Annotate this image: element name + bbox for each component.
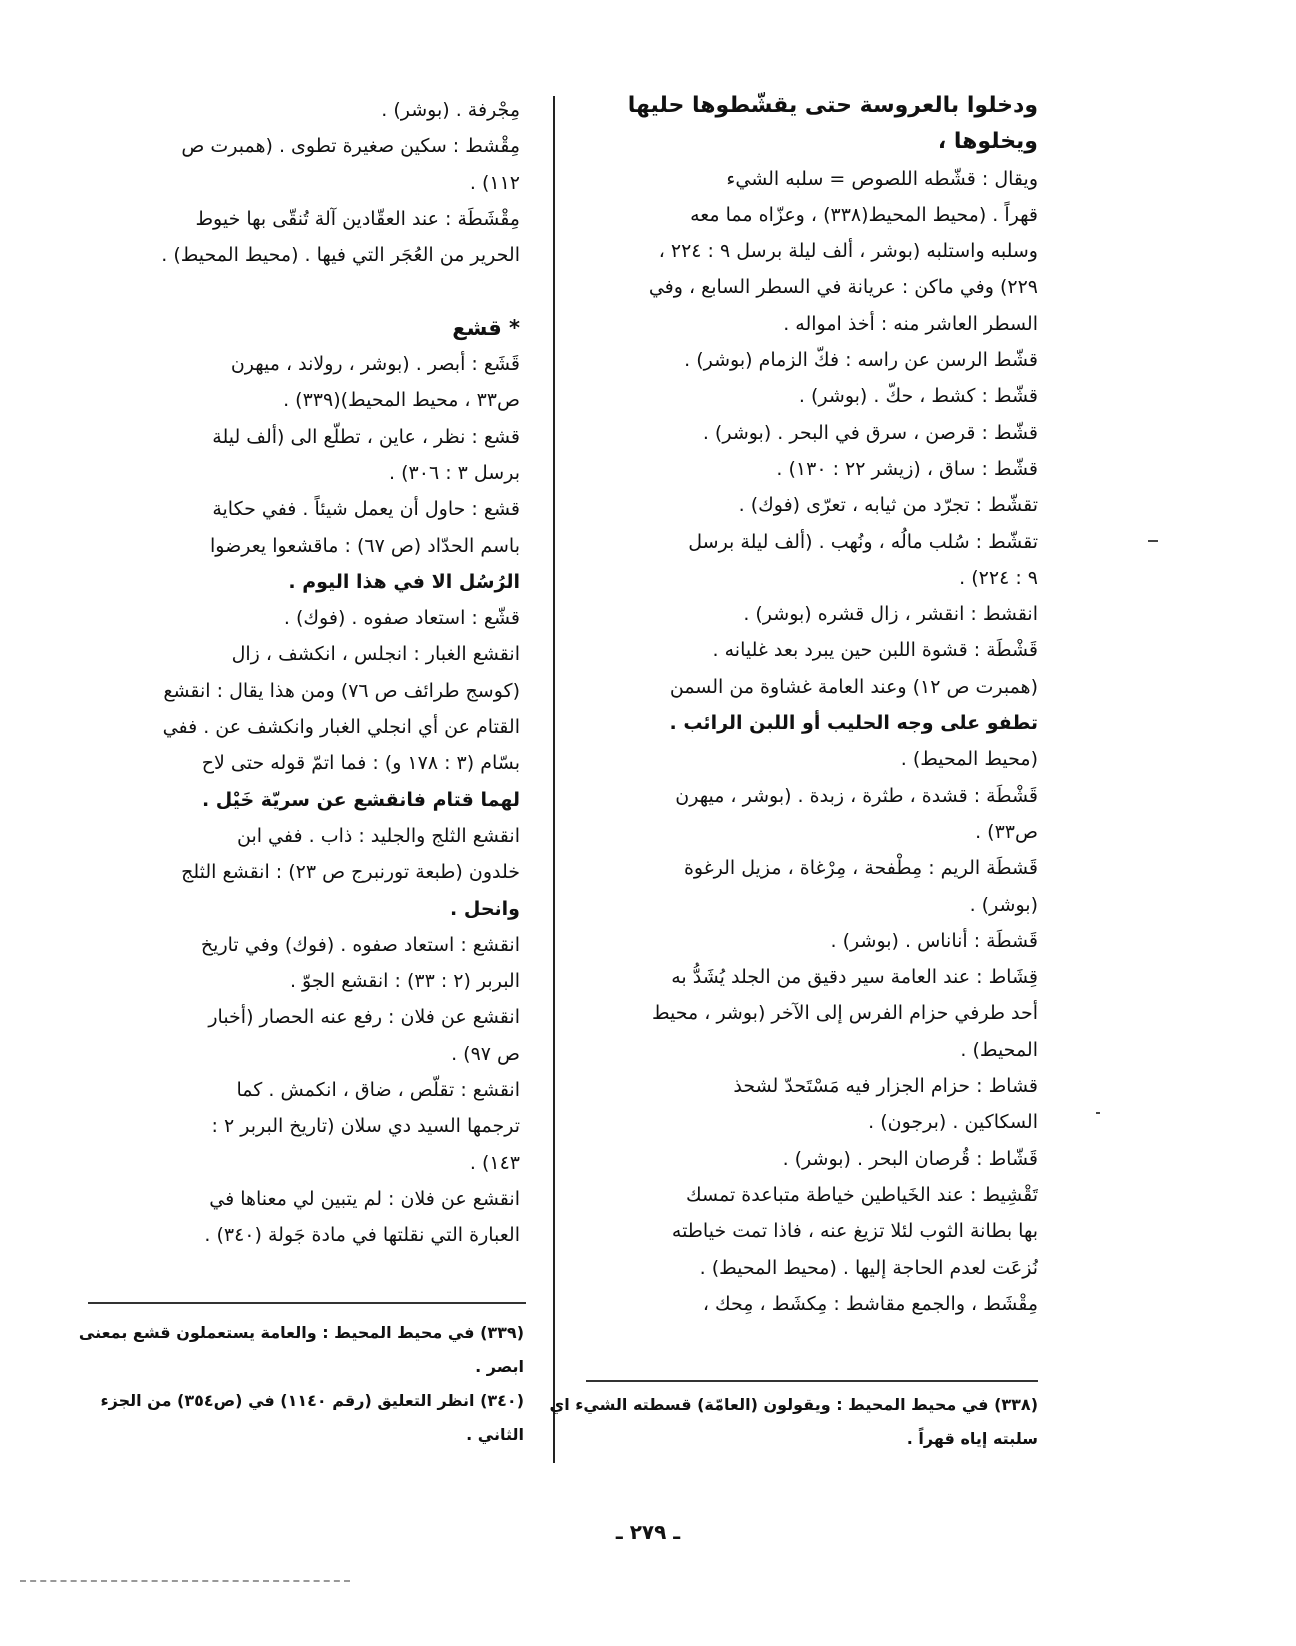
text-line: تطفو على وجه الحليب أو اللبن الرائب . [669, 712, 1038, 735]
text-line: ص٣٣ ، محيط المحيط)(٣٣٩) . [283, 389, 520, 412]
text-line: (همبرت ص ١٢) وعند العامة غشاوة من السمن [669, 675, 1038, 698]
column-divider [553, 96, 555, 1463]
text-line: (بوشر) . [969, 893, 1038, 916]
text-line: لهما قتام فانقشع عن سريّة خَيْل . [201, 788, 520, 811]
text-line: قَشطَة : أناناس . (بوشر) . [830, 929, 1038, 952]
text-line: ويقال : قشّطه اللصوص = سلبه الشيء [726, 167, 1038, 190]
text-line: تَقْشِيط : عند الخَياطين خياطة متباعدة تمسك [686, 1183, 1038, 1206]
text-line: ص ٩٧) . [451, 1042, 520, 1065]
text-line: انقشع عن فلان : رفع عنه الحصار (أخبار [208, 1006, 520, 1029]
text-line: قشّط : كشط ، حكّ . (بوشر) . [798, 385, 1038, 408]
text-line: انقشع عن فلان : لم يتبين لي معناها في [209, 1187, 520, 1210]
text-line: ص٣٣) . [975, 820, 1038, 843]
text-line: (كوسج طرائف ص ٧٦) ومن هذا يقال : انقشع [163, 679, 520, 702]
footnote-line: ابصر . [475, 1357, 524, 1376]
text-line: ويخلوها ، [937, 129, 1038, 155]
text-line: قهراً . (محيط المحيط(٣٣٨) ، وعزّاه مما معه [690, 203, 1038, 226]
text-line: مِجْرفة . (بوشر) . [381, 99, 520, 121]
scan-artifact-line [20, 1580, 350, 1582]
text-line: ١١٢) . [469, 171, 520, 194]
blank-line [90, 273, 520, 309]
text-line: ودخلوا بالعروسة حتى يقشّطوها حليها [627, 93, 1038, 118]
text-line: قَشْطَة : قشوة اللبن حين يبرد بعد غليانه . [712, 639, 1038, 662]
text-line: وانحل . [450, 897, 520, 920]
text-line: قِشَاط : عند العامة سير دقيق من الجلد يُشَدُّ به [671, 966, 1038, 989]
text-line: قشّط : ساق ، (زيشر ٢٢ : ١٣٠) . [776, 457, 1038, 480]
text-line: انقشع : تقلّص ، ضاق ، انكمش . كما [236, 1079, 520, 1102]
text-line: مِقْشط : سكين صغيرة تطوى . (همبرت ص [181, 135, 520, 158]
text-line: السطر العاشر منه : أخذ امواله . [783, 312, 1038, 335]
text-line: القتام عن أي انجلي الغبار وانكشف عن . ففي [162, 716, 520, 739]
text-line: انقشط : انقشر ، زال قشره (بوشر) . [743, 603, 1038, 626]
text-line: السكاكين . (برجون) . [868, 1111, 1038, 1134]
scan-mark [1096, 1112, 1100, 1114]
text-line: قشّط الرسن عن راسه : فكّ الزمام (بوشر) . [684, 349, 1038, 372]
text-line: ١٤٣) . [469, 1151, 520, 1174]
footnotes-left [78, 1316, 524, 1452]
footnote-line: (٣٣٩) في محيط المحيط : والعامة يستعملون قشع بمعنى [78, 1323, 524, 1342]
footnote-rule-left [88, 1302, 526, 1304]
text-line: قَشطَة الريم : مِطْفحة ، مِرْغاة ، مزيل الرغوة [683, 857, 1038, 880]
text-line: ترجمها السيد دي سلان (تاريخ البربر ٢ : [211, 1115, 520, 1138]
text-line: الحرير من العُجَر التي فيها . (محيط المحيط) . [161, 244, 520, 267]
text-line: نُزعَت لعدم الحاجة إليها . (محيط المحيط) . [699, 1256, 1038, 1279]
text-line: قشع : نظر ، عاين ، تطلّع الى (ألف ليلة [212, 425, 520, 448]
text-line: خلدون (طبعة تورنبرج ص ٢٣) : انقشع الثلج [181, 861, 520, 884]
text-line: قشّط : قرصن ، سرق في البحر . (بوشر) . [702, 421, 1038, 444]
page-number: ـ ٢٧٩ ـ [615, 1520, 681, 1544]
text-line: وسلبه واستلبه (بوشر ، ألف ليلة برسل ٩ : ٢٢٤ ، [658, 240, 1038, 263]
text-line: برسل ٣ : ٣٠٦) . [389, 461, 520, 484]
text-line: بسّام (٣ : ١٧٨ و) : فما اتمّ قوله حتى لاح [201, 752, 520, 775]
text-line: قشّع : استعاد صفوه . (فوك) . [283, 607, 520, 630]
footnote-line: (٣٣٨) في محيط المحيط : ويقولون (العامّة) قسطته الشيء اي [549, 1395, 1038, 1414]
text-line: تقشّط : سُلب مالُه ، ونُهب . (ألف ليلة برسل [688, 530, 1038, 553]
text-line: قشع : حاول أن يعمل شيئاً . ففي حكاية [212, 498, 520, 521]
footnotes-right [549, 1388, 1038, 1456]
text-line: (محيط المحيط) . [900, 748, 1038, 771]
text-line: ٢٢٩) وفي ماكن : عريانة في السطر السابع ، وفي [648, 276, 1038, 299]
text-line: باسم الحدّاد (ص ٦٧) : ماقشعوا يعرضوا [210, 534, 520, 557]
text-line: انقشع الغبار : انجلس ، انكشف ، زال [231, 643, 520, 666]
footnote-line: (٣٤٠) انظر التعليق (رقم ١١٤٠) في (ص٣٥٤) من الجزء [100, 1391, 524, 1410]
text-line: مِقْشَط ، والجمع مقاشط : مِكشَط ، مِحك ، [702, 1292, 1038, 1315]
left-column [90, 92, 520, 1254]
text-line: ٩ : ٢٢٤) . [959, 566, 1038, 589]
scan-mark [1148, 540, 1158, 542]
text-line: قَشْطَة : قشدة ، طثرة ، زبدة . (بوشر ، ميهرن [675, 784, 1038, 807]
text-line: انقشع الثلج والجليد : ذاب . ففي ابن [236, 824, 520, 847]
text-line: البربر (٢ : ٣٣) : انقشع الجوّ . [289, 970, 520, 993]
text-line: أحد طرفي حزام الفرس إلى الآخر (بوشر ، محيط [652, 1002, 1038, 1025]
text-line: قشاط : حزام الجزار فيه مَسْتَحدّ لشحذ [733, 1075, 1038, 1098]
text-line: انقشع : استعاد صفوه . (فوك) وفي تاريخ [200, 933, 520, 956]
text-line: مِقْشَطَة : عند العقّادين آلة تُنقّى بها خيوط [195, 207, 520, 230]
text-line: تقشّط : تجرّد من ثيابه ، تعرّى (فوك) . [738, 494, 1038, 517]
right-column [608, 88, 1038, 1322]
text-line: قَشّاط : قُرصان البحر . (بوشر) . [782, 1147, 1038, 1170]
text-line: قَشَع : أبصر . (بوشر ، رولاند ، ميهرن [230, 353, 520, 376]
footnote-line: سلبته إياه قهراً . [906, 1429, 1038, 1448]
footnote-line: الثاني . [466, 1425, 524, 1444]
text-line: المحيط) . [960, 1038, 1038, 1061]
section-heading: * قشع [452, 315, 520, 340]
footnote-rule-right [586, 1380, 1038, 1382]
text-line: الرُسُل الا في هذا اليوم . [288, 570, 520, 593]
text-line: العبارة التي نقلتها في مادة جَولة (٣٤٠) . [204, 1224, 520, 1247]
text-line: بها بطانة الثوب لئلا تزيغ عنه ، فاذا تمت خياطته [671, 1220, 1038, 1243]
